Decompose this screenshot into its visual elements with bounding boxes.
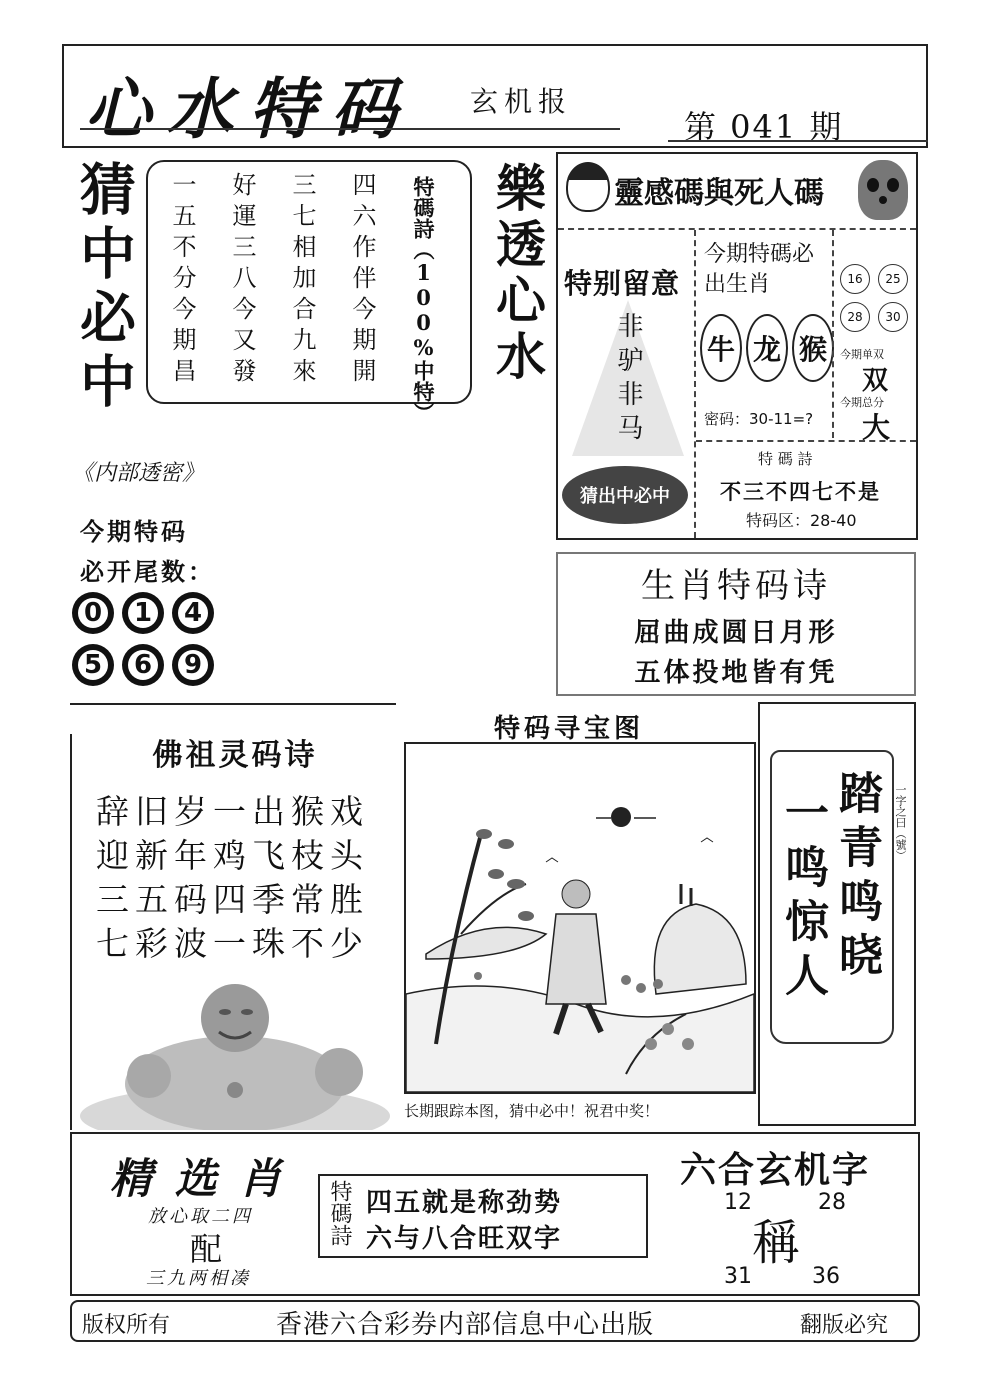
bottom-poem-line1: 四五就是称劲势	[366, 1188, 563, 1218]
face-icon	[566, 162, 610, 212]
zodiac-char: 龙	[752, 333, 781, 366]
skull-icon	[858, 160, 908, 220]
poem-grid	[162, 172, 382, 389]
jing-xuan-title: 精 选 肖	[110, 1154, 286, 1203]
password-text: 密码：30-11=?	[704, 410, 814, 428]
pei-text: 配	[190, 1230, 223, 1268]
right-banner: 樂透心水	[488, 162, 547, 386]
digit: 1	[128, 598, 158, 628]
liuhe-char: 稱	[752, 1215, 801, 1271]
special-label: 特别留意	[564, 267, 681, 300]
header-underline	[80, 128, 620, 130]
number-badge: 30	[878, 302, 908, 332]
digit-row	[72, 592, 214, 634]
header-title: 心水特码	[85, 70, 413, 148]
buddha-line: 三五码四季常胜	[96, 880, 369, 919]
digit-circle	[122, 644, 164, 686]
guess-badge	[562, 466, 688, 524]
zodiac-poem-line1: 屈曲成圆日月形	[634, 618, 838, 648]
internal-line2: 必开尾数：	[80, 557, 215, 586]
digit: 0	[78, 598, 108, 628]
buddha-figure	[74, 976, 396, 1130]
zodiac-char: 猴	[798, 333, 827, 366]
liuhe-num: 31	[724, 1264, 752, 1289]
digit-circle	[122, 592, 164, 634]
odd-even-label: 今期单双	[840, 348, 884, 361]
range-text: 特码区：28-40	[746, 511, 857, 530]
number-badge: 16	[840, 264, 870, 294]
linggan-poem: 不三不四七不是	[720, 479, 881, 504]
scroll-side-note: 一字之曰（號）	[894, 784, 907, 861]
digit-row	[72, 644, 214, 686]
poem-row-divider	[696, 440, 916, 442]
digit-circle	[172, 592, 214, 634]
buddha-poem	[96, 790, 369, 966]
treasure-caption: 长期跟踪本图，猜中必中！祝君中奖！	[404, 1102, 660, 1120]
total-value: 大	[862, 411, 891, 444]
scroll-col-right: 踏青鸣晓	[831, 770, 882, 986]
total-label: 今期总分	[840, 396, 884, 409]
treasure-illustration	[406, 744, 754, 1092]
footer-right: 翻版必究	[800, 1313, 889, 1338]
liuhe-num: 12	[724, 1190, 752, 1215]
buddha-line: 辞旧岁一出猴戏	[96, 792, 369, 831]
linggan-poem-label: 特 碼 詩	[758, 450, 813, 468]
linggan-col-divider	[694, 230, 696, 538]
zodiac-oval	[700, 314, 742, 382]
header-subtitle: 玄机报	[470, 85, 573, 118]
zodiac-intro: 今期特碼必出生肖	[704, 242, 815, 297]
poem-side-label: 特碼詩（100%中特）	[411, 176, 436, 423]
odd-even-value: 双	[862, 366, 889, 396]
treasure-title: 特码寻宝图	[494, 714, 645, 744]
san-jiu-text: 三九两相凑	[146, 1268, 251, 1289]
liuhe-num: 28	[818, 1190, 846, 1215]
internal-title: 《内部透密》	[72, 461, 205, 486]
footer-left: 版权所有	[82, 1313, 171, 1338]
issue-number: 第 041 期	[684, 108, 844, 146]
numbers-col-divider	[832, 230, 834, 438]
number-badge: 25	[878, 264, 908, 294]
zodiac-oval	[746, 314, 788, 382]
footer-center: 香港六合彩券内部信息中心出版	[276, 1310, 655, 1340]
number-badges	[840, 264, 910, 332]
digit: 5	[78, 650, 108, 680]
internal-line1: 今期特码	[80, 517, 188, 546]
poem-column: 一五不分今期昌	[168, 172, 196, 389]
zodiac-poem-line2: 五体投地皆有凭	[634, 658, 838, 688]
bottom-poem-label: 特碼詩	[327, 1180, 352, 1246]
linggan-row-divider	[558, 228, 916, 230]
number-badge: 28	[840, 302, 870, 332]
fang-xin-text: 放心取二四	[148, 1206, 253, 1227]
liuhe-num: 36	[812, 1264, 840, 1289]
digit-circle	[72, 644, 114, 686]
zodiac-poem-title: 生肖特码诗	[641, 566, 831, 606]
zodiac-row	[700, 314, 834, 382]
buddha-left-rule	[70, 734, 72, 1130]
poem-column: 三七相加合九來	[288, 172, 316, 389]
digit: 4	[178, 598, 208, 628]
poem-column: 好運三八今又發	[228, 172, 256, 389]
buddha-top-rule	[70, 703, 396, 705]
digit-circle	[172, 644, 214, 686]
buddha-title: 佛祖灵码诗	[152, 738, 318, 773]
poem-column: 四六作伴今期開	[348, 172, 376, 389]
issue-underline	[668, 140, 928, 142]
bottom-poem-line2: 六与八合旺双字	[366, 1224, 563, 1254]
zodiac-char: 牛	[706, 333, 735, 366]
digit: 6	[128, 650, 158, 680]
digit: 9	[178, 650, 208, 680]
linggan-title: 靈感碼與死人碼	[614, 176, 824, 211]
liuhe-title: 六合玄机字	[680, 1149, 871, 1191]
digit-circle	[72, 592, 114, 634]
buddha-line: 七彩波一珠不少	[96, 924, 369, 963]
zodiac-oval	[792, 314, 834, 382]
guess-label: 猜出中必中	[580, 486, 670, 507]
buddha-line: 迎新年鸡飞枝头	[96, 836, 369, 875]
scroll-col-left: 一鸣惊人	[777, 790, 828, 1006]
special-text: 非驴非马	[613, 312, 643, 448]
left-banner: 猜中必中	[71, 160, 137, 416]
